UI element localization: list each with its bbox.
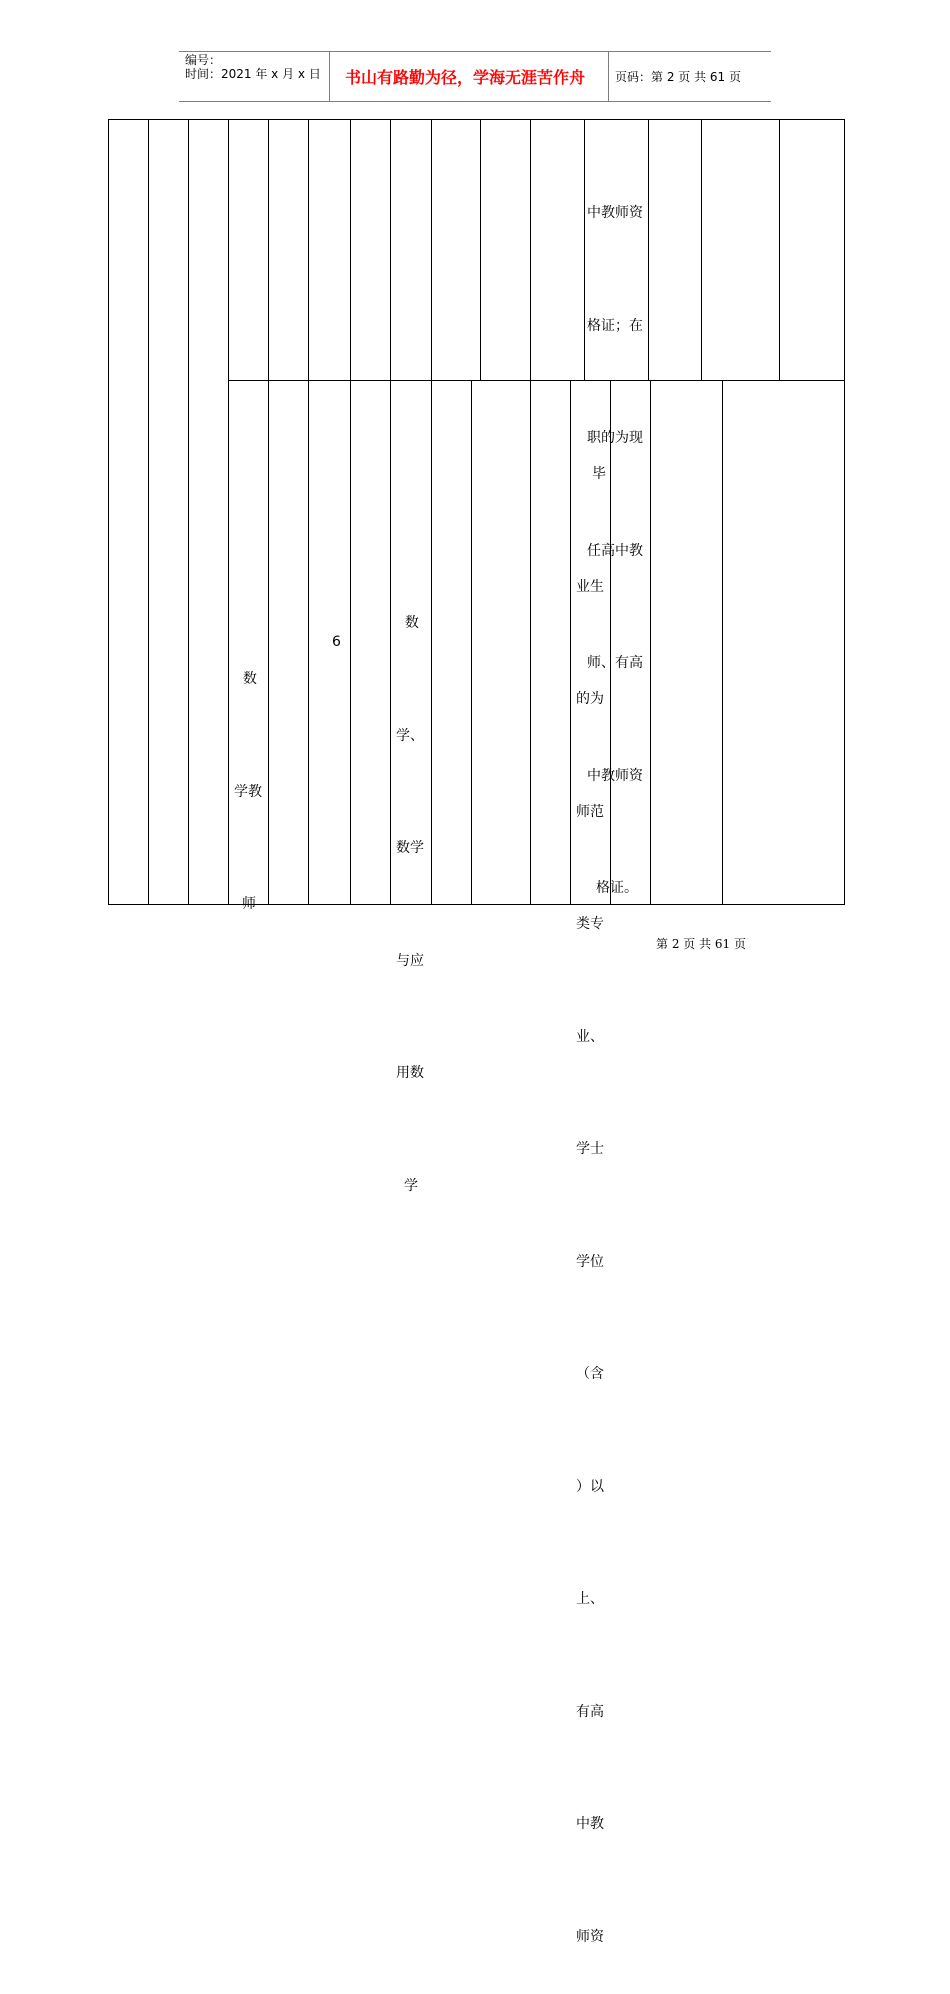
text-line: ）以 bbox=[576, 1478, 604, 1495]
row-divider bbox=[229, 380, 845, 381]
header-motto: 书山有路勤为径，学海无涯苦作舟 bbox=[345, 68, 586, 87]
row1-column-line bbox=[701, 119, 702, 380]
row2-position-cell bbox=[234, 586, 262, 961]
text-line: 职的为现 bbox=[587, 430, 643, 446]
row1-column-line bbox=[779, 119, 780, 380]
header-page-label: 页码：第 2 页 共 61 页 bbox=[615, 70, 741, 84]
text-line: 格证。 bbox=[596, 880, 638, 896]
row2-count-cell: 6 bbox=[332, 634, 341, 650]
text-line: 中教师资 bbox=[587, 767, 643, 784]
row2-column-line bbox=[570, 380, 571, 904]
text-line: 毕 bbox=[592, 466, 606, 482]
text-line: 数学 bbox=[396, 840, 424, 856]
text-line: 类专 bbox=[576, 916, 604, 932]
text-line: 业、 bbox=[576, 1028, 604, 1045]
text-line: 中教 bbox=[576, 1816, 604, 1832]
row2-requirement-cell bbox=[576, 381, 606, 1994]
header-divider-left bbox=[329, 51, 330, 101]
text-line: 师范 bbox=[576, 803, 604, 820]
text-line: 学教 bbox=[234, 783, 262, 800]
row2-column-line bbox=[722, 380, 723, 904]
header-divider-right bbox=[608, 51, 609, 101]
row1-column-line bbox=[584, 119, 585, 380]
text-line: 的为 bbox=[576, 691, 604, 707]
text-line: 师 bbox=[242, 896, 256, 912]
column-line bbox=[268, 119, 269, 904]
text-line: 中教师资 bbox=[587, 205, 643, 221]
header-top-rule bbox=[179, 51, 771, 52]
text-line: 格证；在 bbox=[587, 317, 643, 334]
column-line bbox=[431, 119, 432, 904]
header-bottom-rule bbox=[179, 101, 771, 102]
text-line: 师资 bbox=[576, 1928, 604, 1945]
table-left-border bbox=[108, 119, 109, 904]
text-line: 学、 bbox=[396, 727, 424, 744]
header-serial-label: 编号： bbox=[185, 53, 222, 67]
table-right-border bbox=[844, 119, 845, 904]
row2-column-line bbox=[471, 380, 472, 904]
column-line bbox=[390, 119, 391, 904]
column-line bbox=[350, 119, 351, 904]
column-line bbox=[308, 119, 309, 904]
header-time-label: 时间：2021 年 x 月 x 日 bbox=[185, 67, 321, 81]
table-bottom-border bbox=[108, 904, 845, 905]
row2-major-cell bbox=[396, 530, 424, 1243]
footer-page-number: 第 2 页 共 61 页 bbox=[656, 937, 746, 951]
text-line: 数 bbox=[396, 615, 419, 631]
text-line: （含 bbox=[576, 1366, 604, 1382]
text-line: 用数 bbox=[396, 1065, 424, 1081]
row2-column-line bbox=[650, 380, 651, 904]
text-line: 学士 bbox=[576, 1141, 604, 1157]
text-line: 上、 bbox=[576, 1591, 604, 1607]
text-line: 学 bbox=[404, 1177, 418, 1194]
column-line bbox=[188, 119, 189, 904]
column-line bbox=[530, 119, 531, 904]
table-top-border bbox=[108, 119, 845, 120]
text-line: 任高中教 bbox=[587, 542, 643, 559]
text-line: 业生 bbox=[576, 578, 604, 595]
text-line: 师、有高 bbox=[587, 655, 643, 671]
row1-column-line bbox=[480, 119, 481, 380]
column-line bbox=[228, 119, 229, 904]
text-line: 数 bbox=[234, 671, 257, 687]
row1-column-line bbox=[648, 119, 649, 380]
text-line: 有高 bbox=[576, 1703, 604, 1720]
text-line: 学位 bbox=[576, 1253, 604, 1270]
column-line bbox=[148, 119, 149, 904]
text-line: 与应 bbox=[396, 952, 424, 969]
